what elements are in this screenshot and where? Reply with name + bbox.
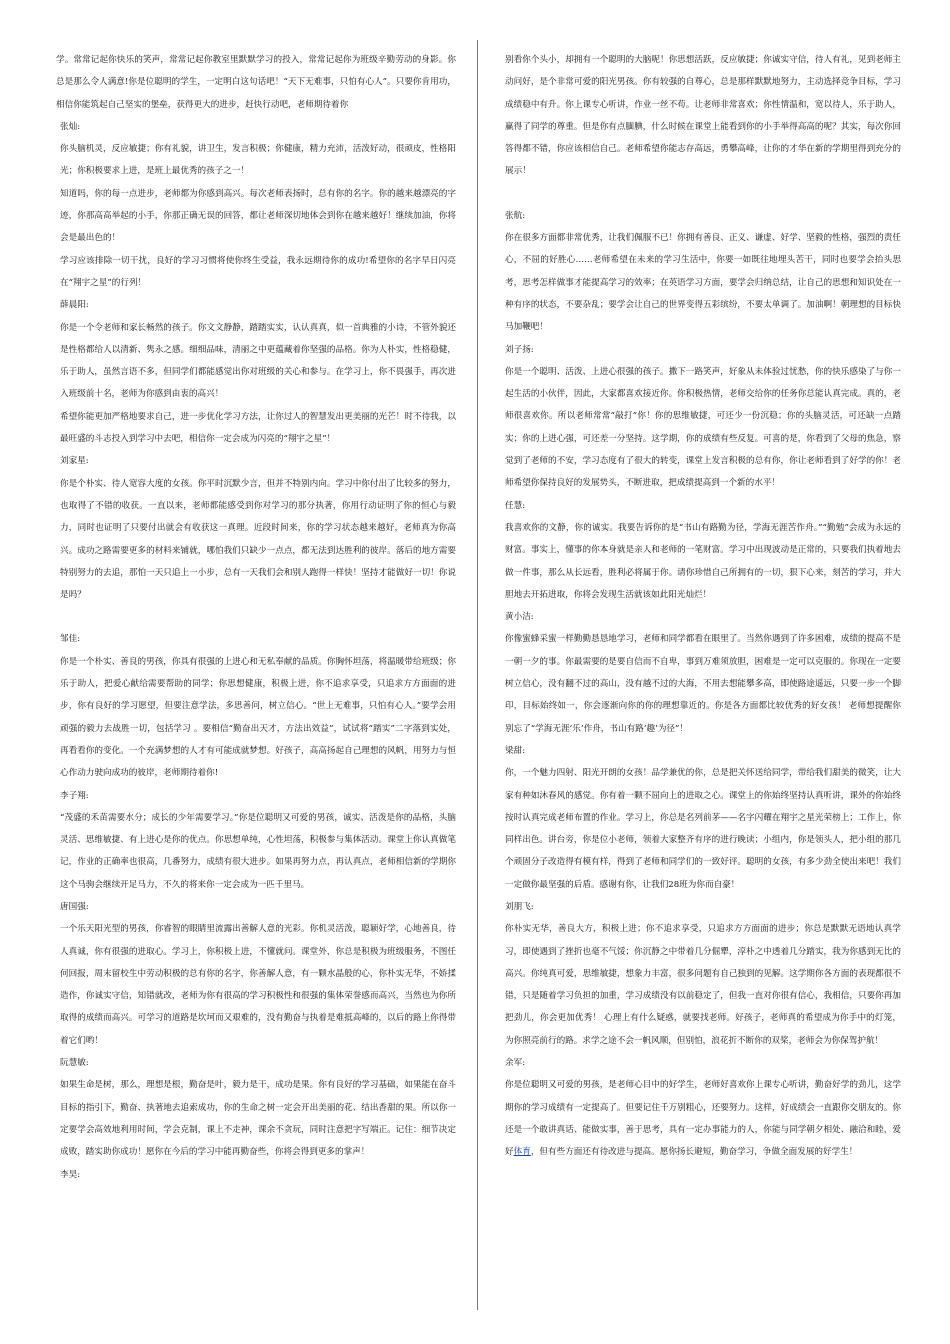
paragraph: 希望你能更加严格地要求自己，进一步优化学习方法，让你过人的智慧发出更美丽的光芒！时不待我，以最旺盛的斗志投入到学习中去吧，相信你一定会成为闪亮的“翔宇之星”！: [60, 411, 456, 445]
paragraph: 你像蜜蜂采蜜一样勤勤恳恳地学习，老师和同学都看在眼里了。当然你遇到了许多困难，成绩的提高不是一朝一夕的事。你最需要的是要自信而不自卑，事到万难须放胆，困难是一定可以克服的。你现在一定要树立信心，没有翻不过的高山，没有越不过的大海，不用去想能攀多高，即使路途遥远，只要一步一个脚印，目标始终如一，你会逐渐向你的你的理想靠近的。你是各方面都比较优秀的好女孩！ 老师想提醒你别忘了“学海无涯‘乐’作舟，书山有路‘趣’为径”！: [505, 634, 901, 734]
paragraph: 学。常常记起你快乐的笑声，常常记起你教室里默默学习的投入，常常记起你为班级辛勤劳动的身影。你总是那么令人满意!你是位聪明的学生，一定明白这句话吧！“天下无难事，只怕有心人”。只要你肯用功，相信你能筑起自己坚实的堡垒，获得更大的进步，赶快行动吧，老师期待着你: [56, 55, 456, 110]
paragraph: 我喜欢你的文静，你的诚实。我要告诉你的是“书山有路勤为径，学海无涯苦作舟。”“勤勉”会成为永远的财富。事实上，懂事的你本身就是亲人和老师的一笔财富。学习中出现波动是正常的，只要我们执着地去做一件事，那么从长远看，胜利必将属于你。请你珍惜自己所拥有的一切，狠下心来，刻苦的学习，并大胆地去开拓进取，你将会发现生活就该如此阳光灿烂！: [505, 522, 901, 600]
student-name: 刘朋飞:: [505, 901, 534, 912]
paragraph: 你朴实无华，善良大方，积极上进；你不追求享受，只追求方方面面的进步；你总是默默无语地认真学习，即使遇到了挫折也毫不气馁；你沉静之中带着几分倔犟，淳朴之中透着几分踏实，我为你感到无比的高兴。你纯真可爱，思维敏捷，想象力丰富，很多问题有自己独到的见解。这学期你各方面的表现都很不错，只是随着学习负担的加重，学习成绩没有以前稳定了，但我一直对你很有信心，我相信，只要你再加把劲儿，你会更加优秀！ 心理上有什么疑惑，就要找老师。好孩子，老师真的希望成为你手中的灯笼，为你照亮前行的路。求学之途不会一帆风顺，但别怕，浪花折不断你的双桨，老师会为你保驾护航！: [505, 924, 901, 1046]
paragraph: 一个乐天阳光型的男孩，你睿智的眼睛里流露出善解人意的光彩。你机灵活泼，聪颖好学，心地善良，待人真诚，你有很强的进取心。学习上，你积极上进，不懂就问。课堂外，你总是积极为班级服务，不图任何回报，周末留校生中劳动积极的总有你的名字，你善解人意，有一颗水晶般的心，你朴实无华，不娇揉造作，你诚实守信，知错就改，老师为你有很高的学习积极性和很强的集体荣誉感而高兴，当然也为你所取得的成绩而高兴。可学习的道路是坎坷而又艰难的，没有勤奋与执着是难抵高峰的，以后的路上你得带着它们哟！: [60, 924, 456, 1046]
column-divider: [477, 40, 478, 1310]
left-column: [56, 49, 456, 1329]
student-name: 邹佳:: [60, 634, 81, 645]
paragraph: 你是个朴实、待人宽容大度的女孩。你平时沉默少言，但并不特别内向。学习中你付出了比较多的努力，也取得了不错的收获。一直以来，老师都能感受到你对学习的那分执著，你用行动证明了你的恒心与毅力，同时也证明了只要付出就会有收获这一真理。近段时间来，你的学习状态越来越好，老师真为你高兴。成功之路需要更多的材料来铺就，哪怕我们只缺少一点点，都无法到达胜利的彼岸。落后的地方需要特别努力的去追，那怕一天只追上一小步，总有一天我们会和别人跑得一样快！坚持才能做好一切！你说是吗？: [60, 478, 456, 601]
paragraph: “茂盛的禾苗需要水分；成长的少年需要学习。”你是位聪明又可爱的男孩，诚实、活泼是你的品格，头脑灵活、思维敏捷、有上进心是你的优点。你思想单纯，心性坦荡，积极参与集体活动。课堂上你认真做笔记，作业的正确率也很高，几番努力，成绩有很大进步。如果再努力点，再认真点，老师相信新的学期你这个马驹会继续开足马力，不久的将来你一定会成为一匹千里马。: [60, 812, 456, 890]
paragraph-text: ，但有些方面还有待改进与提高。愿你扬长避短，勤奋学习，争做全面发展的好学生！: [530, 1147, 858, 1158]
paragraph-text: 你是位聪明又可爱的男孩，是老师心目中的好学生，老师好喜欢你上课专心听讲，勤奋好学的劲儿，这学期你的学习成绩有一定提高了。但要记住千万别粗心，还要努力。这样，好成绩会一直跟你交朋友的。你还是一个敢讲真话、能做实事，善于思考，具有一定办事能力的人，你能与同学朝夕相处、融洽和睦，爱好: [505, 1080, 901, 1158]
sports-link[interactable]: 体育: [513, 1147, 531, 1158]
blank-line: [501, 183, 901, 205]
paragraph: 学习应该排除一切干扰，良好的学习习惯将使你终生受益，我永远期待你的成功!希望你的名字早日闪亮在“翔宇之星”的行列！: [60, 255, 456, 288]
blank-line: [56, 606, 456, 628]
student-name: 李子翔:: [60, 790, 89, 801]
paragraph: 知道吗，你的每一点进步，老师都为你感到高兴。每次老师表扬时，总有你的名字。你的越来越漂亮的字迹，你那高高举起的小手，你那正确无误的回答，都让老师深切地体会到你在越来越好！继续加油，你将会是最出色的！: [60, 188, 456, 244]
student-name: 张航:: [505, 210, 526, 221]
student-name: 刘家星:: [60, 456, 89, 467]
paragraph: 你是一个令老师和家长畅然的孩子。你文文静静，踏踏实实，认认真真，似一首典雅的小诗，不管外貌还是性格都给人以清新、隽永之感。细细品味，清丽之中更蕴藏着你坚强的品格。你为人朴实，性格稳健，乐于助人，虽然言语不多，但同学们都能感觉出你对班级的关心和参与。在学习上，你不畏强手，再次进入班级前十名，老师为你感到由衷的高兴！: [60, 322, 456, 400]
paragraph: 你是一个朴实、善良的男孩，你具有很强的上进心和无私奉献的品质。你胸怀坦荡，将温暖带给班级；你乐于助人，把爱心献给需要帮助的同学；你思想健康，积极上进，你不追求享受，只追求方方面面的进步，你有良好的学习愿望，但要注意学法，多思善问，树立信心。“世上无难事，只怕有心人。”要学会用顽强的毅力去战胜一切，包括学习 。要相信“勤奋出天才，方法出效益”，试试将“踏实”二字落到实处，再看看你的变化。一个充满梦想的人才有可能成就梦想。好孩子，高高扬起自己理想的风帆，用努力与恒心作动力驶向成功的彼岸，老师期待着你!: [60, 656, 456, 779]
student-name: 任慧:: [505, 500, 526, 511]
paragraph: 别看你个头小，却拥有一个聪明的大脑呢！你思想活跃，反应敏捷；你诚实守信，待人有礼，见到老师主动问好，是个非常可爱的阳光男孩。你有较强的自尊心，总是那样默默地努力，主动选择竞争目标，学习成绩稳中有升。你上课专心听讲，作业一丝不苟。让老师非常喜欢；你性情温和，宽以待人，乐于助人，赢得了同学的尊重。但是你有点腼腆，什么时候在课堂上能看到你的小手举得高高的呢？其实，每次你回答得都不错，你应该相信自己。老师希望你能志存高远，勇攀高峰，让你的才华在新的学期里得到充分的展示！: [505, 55, 901, 177]
paragraph: [501, 1074, 901, 1163]
paragraph: 你在很多方面都非常优秀，让我们佩服不已！你拥有善良、正义、谦虚、好学、坚毅的性格，强烈的责任心，不屈的好胜心……老师希望在未来的学习生活中，你要一如既往地埋头苦干，同时也要学会抬头思考，思考怎样做事才能提高学习的效率；在英语学习方面，要学会归纳总结，让自己的思想和知识处在一种有序的状态，不要杂乱；要学会让自己的世界变得五彩缤纷，不要太单调了。加油啊！朝理想的目标快马加鞭吧！: [505, 233, 901, 333]
student-name: 阮慧敏:: [60, 1058, 89, 1069]
right-column: [501, 49, 901, 1329]
student-name: 李昊:: [60, 1169, 81, 1180]
student-name: 梁甜:: [505, 745, 526, 756]
paragraph: 你是一个聪明、活泼、上进心很强的孩子。撒下一路笑声，好象从未体验过忧愁，你的快乐感染了与你一起生活的小伙伴，因此，大家都喜欢接近你。你积极热情，老师交给你的任务你总能认真完成。真的，老师很喜欢你。所以老师常常“敲打”你！你的思维敏捷，可还少一份沉稳；你的头脑灵活，可还缺一点踏实；你的上进心强，可还差一分坚持。这学期，你的成绩有些反复。可喜的是，你看到了父母的焦急，察觉到了老师的不安，学习态度有了很大的转变，课堂上发言积极的总有你，你让老师看到了好学的你！老师希望你保持良好的发展势头，不断进取，把成绩提高到一个新的水平！: [505, 366, 901, 489]
paragraph: 你，一个魅力四射、阳光开朗的女孩！品学兼优的你，总是把关怀送给同学，带给我们甜美的微笑，让大家有种如沐春风的感觉。你有着一颗不屈向上的进取之心。课堂上的你始终坚持认真听讲，课外的你始终按时认真完成老师布置的作业。学习上，你总是名列前茅——名字闪耀在翔宇之星光荣榜上；工作上，你同样出色。讲台旁，你是位小老师，领着大家整齐有序的进行晚读；小组内，你是领头人，把小组的那几个顽固分子改造得有模有样，得到了老师和同学们的一致好评。聪明的女孩，有多少劲全使出来吧！我们一定做你最坚强的后盾。感谢有你，让我们28班为你而自豪！: [505, 768, 901, 890]
student-name: 黄小洁:: [505, 612, 534, 623]
paragraph: 你头脑机灵，反应敏捷；你有礼貌，讲卫生，发言积极；你健康，精力充沛，活泼好动，很顽皮，性格阳光；你积极要求上进，是班上最优秀的孩子之一！: [60, 144, 456, 177]
student-name: 薛晨阳:: [60, 300, 89, 311]
student-name: 唐国强:: [60, 901, 89, 912]
student-name: 余军:: [505, 1058, 526, 1069]
student-name: 刘子扬:: [505, 344, 534, 355]
student-name: 张灿:: [60, 121, 81, 132]
paragraph: 如果生命是树，那么，理想是根，勤奋是叶，毅力是干，成功是果。你有良好的学习基础，如果能在奋斗目标的指引下，勤奋、执著地去追索成功，你的生命之树一定会开出美丽的花、结出香甜的果。所以你一定要学会高效地利用时间，学会克制，课上不走神，课余不贪玩，同时注意把字写端正。记住：细节决定成败，踏实助你成功！愿你在今后的学习中能再勤奋些，你将会得到更多的掌声！: [60, 1080, 456, 1158]
